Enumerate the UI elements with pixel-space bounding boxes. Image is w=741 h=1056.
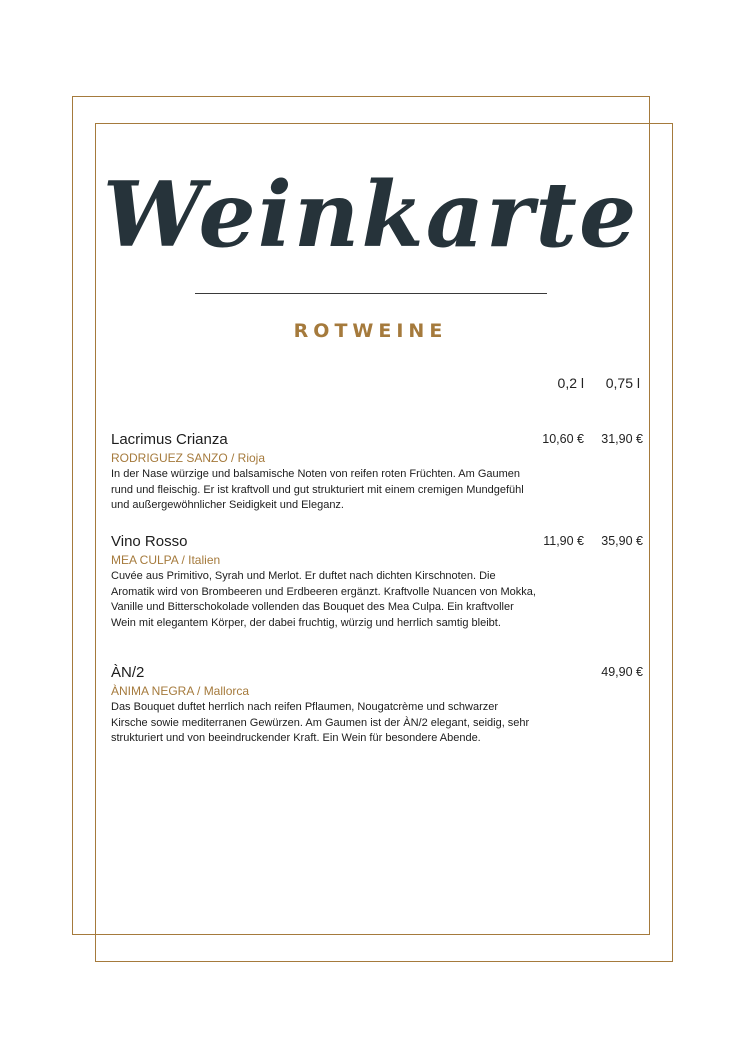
menu-title: Weinkarte: [102, 162, 639, 268]
wine-name: Lacrimus Crianza: [111, 431, 228, 448]
title-divider: [195, 293, 547, 294]
size-header-bottle: 0,75 l: [605, 375, 640, 391]
size-header-small: 0,2 l: [557, 375, 584, 391]
wine-name: Vino Rosso: [111, 533, 188, 550]
price-small: 11,90 €: [543, 534, 584, 548]
price-small: 10,60 €: [542, 432, 584, 446]
wine-origin: MEA CULPA / Italien: [111, 553, 221, 567]
price-bottle: 35,90 €: [601, 534, 643, 548]
wine-description: Das Bouquet duftet herrlich nach reifen Pflaumen, Nougatcrème und schwarzer Kirsche sowie mediterranen Gewürzen. Am Gaumen ist der ÀN/2 elegant, seidig, sehr strukturiert und von beeindruckender Kraft. Ein Wein für besondere Abende.: [111, 701, 530, 744]
wine-item: [111, 663, 646, 747]
wine-description: Cuvée aus Primitivo, Syrah und Merlot. Er duftet nach dichten Kirschnoten. Die Aromatik wird von Brombeeren und Erdbeeren ergänzt. Kraftvolle Nuancen von Mokka, Vanille und Bitterschokolade vollenden das Bouquet des Mea Culpa. Ein kraftvoller Wein mit elegantem Körper, der dabei fruchtig, würzig und herrlich samtig bleibt.: [111, 570, 536, 629]
wine-description: In der Nase würzige und balsamische Noten von reifen roten Früchten. Am Gaumen rund und fleischig. Er ist kraftvoll und gut strukturiert mit einem cremigen Mundgefühl und außergewöhnlicher Seidigkeit und Eleganz.: [111, 468, 524, 511]
wine-name: ÀN/2: [111, 664, 145, 681]
wine-item: [111, 532, 646, 631]
price-bottle: 49,90 €: [601, 665, 643, 679]
wine-item: [111, 430, 646, 514]
wine-origin: ÀNIMA NEGRA / Mallorca: [111, 684, 250, 698]
wine-origin: RODRIGUEZ SANZO / Rioja: [111, 451, 266, 465]
section-title: ROTWEINE: [293, 320, 448, 342]
price-bottle: 31,90 €: [601, 432, 643, 446]
